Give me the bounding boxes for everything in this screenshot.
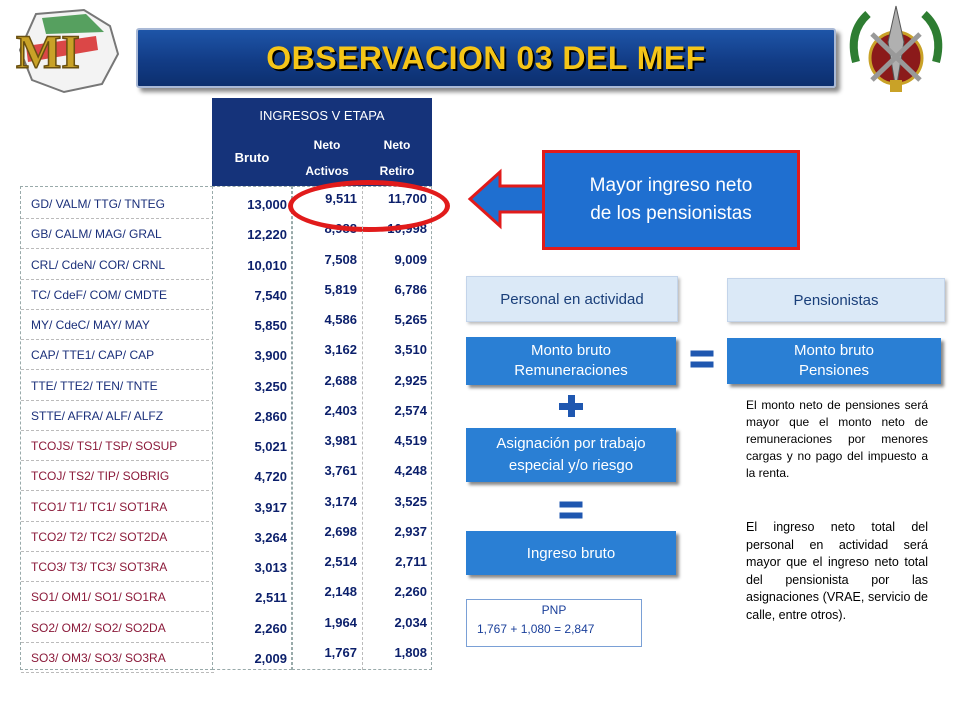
ingreso-bruto-box <box>466 531 676 575</box>
bruto-cell: 13,000 <box>247 197 287 212</box>
neto-activos-cell: 3,981 <box>324 433 357 448</box>
col-retiro-header-1: Neto <box>383 138 411 152</box>
neto-activos-cell: 2,148 <box>324 584 357 600</box>
bruto-cell: 2,260 <box>254 620 287 636</box>
asignacion-line-1: Asignación por trabajo <box>496 435 646 452</box>
asignacion-line-2: especial y/o riesgo <box>508 457 634 474</box>
table-row-label: CAP/ TTE1/ CAP/ CAP <box>21 338 214 370</box>
table-row-label: GD/ VALM/ TTG/ TNTEG <box>21 187 214 219</box>
pnp-label: PNP <box>541 603 567 617</box>
neto-activos-cell: 2,403 <box>324 402 357 418</box>
neto-activos-cell: 5,819 <box>324 281 357 297</box>
neto-activos-cell: 3,162 <box>324 342 357 358</box>
table-row-label: SO1/ OM1/ SO1/ SO1RA <box>21 580 214 612</box>
table-row-label: TCO2/ T2/ TC2/ SOT2DA <box>21 520 214 552</box>
asignacion-box <box>466 428 676 482</box>
neto-activos-cell: 1,964 <box>324 614 357 630</box>
table-row-label: TCOJS/ TS1/ TSP/ SOSUP <box>21 429 214 461</box>
bruto-cell: 3,013 <box>254 560 287 575</box>
callout-line-1: Mayor ingreso neto <box>589 175 753 196</box>
neto-retiro-cell: 2,937 <box>394 523 427 539</box>
neto-retiro-cell: 6,786 <box>394 281 427 297</box>
bruto-cell: 3,917 <box>254 499 287 515</box>
neto-retiro-cell: 3,510 <box>394 342 427 358</box>
ingreso-bruto-label: Ingreso bruto <box>526 544 616 562</box>
table-row-label: SO2/ OM2/ SO2/ SO2DA <box>21 611 214 643</box>
neto-activos-cell: 4,586 <box>324 312 357 327</box>
bruto-cell: 5,021 <box>254 439 287 454</box>
neto-activos-cell: 8,988 <box>324 221 357 237</box>
bruto-cell: 12,220 <box>247 227 287 243</box>
neto-retiro-cell: 4,519 <box>394 433 427 448</box>
table-row-label: GB/ CALM/ MAG/ GRAL <box>21 217 214 249</box>
neto-retiro-cell: 9,009 <box>394 251 427 267</box>
neto-activos-cell: 2,698 <box>324 523 357 539</box>
neto-activos-cell: 9,511 <box>325 191 357 206</box>
pensionistas-label: Pensionistas <box>793 291 879 309</box>
neto-retiro-cell: 5,265 <box>394 312 427 327</box>
col-activos-header-2: Activos <box>305 164 349 178</box>
table-row-label: CRL/ CdeN/ COR/ CRNL <box>21 248 214 280</box>
personal-actividad-label: Personal en actividad <box>500 290 644 308</box>
neto-retiro-cell: 2,034 <box>394 614 427 630</box>
neto-retiro-cell: 4,248 <box>394 463 427 479</box>
col-bruto-header: Bruto <box>234 150 270 165</box>
table-row-label: SO3/ OM3/ SO3/ SO3RA <box>21 641 214 673</box>
bruto-cell: 2,511 <box>255 590 287 606</box>
neto-activos-cell: 2,514 <box>324 554 357 569</box>
monto-remuneraciones-box <box>466 337 676 385</box>
pnp-formula: 1,767 + 1,080 = 2,847 <box>477 622 595 636</box>
page-title: OBSERVACION 03 DEL MEF <box>266 40 706 76</box>
bruto-cell: 3,264 <box>254 529 287 545</box>
neto-activos-cell: 1,767 <box>324 644 357 660</box>
neto-retiro-cell: 2,925 <box>394 372 427 388</box>
col-activos-header-1: Neto <box>313 138 341 152</box>
bruto-cell: 2,009 <box>254 650 287 666</box>
note-ingreso-neto: El ingreso neto total del personal en actividad será mayor que el ingreso neto total del pensionista por las asignaciones (VRAE, servicio de calle, entre otros). <box>746 520 928 622</box>
bruto-cell: 7,540 <box>254 287 287 303</box>
neto-retiro-cell: 11,700 <box>387 191 427 206</box>
neto-activos-cell: 3,761 <box>324 463 357 479</box>
left-arrow-icon <box>466 168 546 230</box>
neto-activos-cell: 2,688 <box>324 372 357 388</box>
monto-pen-line-2: Pensiones <box>798 362 870 379</box>
table-row-label: TTE/ TTE2/ TEN/ TNTE <box>21 369 214 401</box>
bruto-cell: 3,900 <box>254 348 287 364</box>
neto-activos-cell: 3,174 <box>324 493 357 509</box>
callout-line-2: de los pensionistas <box>590 203 752 224</box>
mil-logo-icon <box>6 6 124 96</box>
table-row-label: TC/ CdeF/ COM/ CMDTE <box>21 278 214 310</box>
equals-icon <box>689 348 715 370</box>
svg-text:MI: MI <box>16 26 80 79</box>
neto-retiro-cell: 2,574 <box>394 402 427 418</box>
table-row-label: TCO3/ T3/ TC3/ SOT3RA <box>21 550 214 582</box>
monto-pensiones-box <box>727 338 941 384</box>
bruto-cell: 3,250 <box>254 378 287 394</box>
table-row-label: TCO1/ T1/ TC1/ SOT1RA <box>21 490 214 522</box>
callout-box <box>542 150 800 250</box>
bruto-cell: 10,010 <box>247 257 287 273</box>
table-header <box>212 98 432 186</box>
monto-rem-line-2: Remuneraciones <box>514 362 628 379</box>
col-retiro-header-2: Retiro <box>379 164 415 178</box>
neto-retiro-cell: 1,808 <box>394 644 427 660</box>
bruto-cell: 2,860 <box>254 408 287 424</box>
monto-rem-line-1: Monto bruto <box>530 342 612 359</box>
monto-pen-line-1: Monto bruto <box>793 342 875 359</box>
military-crest-icon <box>838 2 954 96</box>
table-row-label: TCOJ/ TS2/ TIP/ SOBRIG <box>21 459 214 491</box>
equals-icon <box>558 499 584 521</box>
personal-actividad-box <box>466 276 678 322</box>
bruto-cell: 5,850 <box>254 318 287 333</box>
neto-retiro-cell: 2,260 <box>394 584 427 600</box>
row-labels-column <box>20 186 213 670</box>
column-divider <box>362 186 363 670</box>
bruto-cell: 4,720 <box>254 469 287 485</box>
group-header: INGRESOS V ETAPA <box>259 108 385 123</box>
bruto-column <box>212 186 292 670</box>
plus-icon <box>558 395 584 417</box>
pnp-box <box>466 599 642 647</box>
pensionistas-box <box>727 278 945 322</box>
neto-activos-cell: 7,508 <box>324 251 357 267</box>
neto-retiro-cell: 3,525 <box>394 493 427 509</box>
table-row-label: MY/ CdeC/ MAY/ MAY <box>21 308 214 340</box>
table-row-label: STTE/ AFRA/ ALF/ ALFZ <box>21 399 214 431</box>
neto-retiro-cell: 10,998 <box>387 221 427 237</box>
note-pensiones: El monto neto de pensiones será mayor que el monto neto de remuneraciones por menores cargas y no pago del impuesto a la renta. <box>746 398 928 480</box>
highlight-oval <box>288 180 450 232</box>
neto-retiro-cell: 2,711 <box>395 554 427 569</box>
